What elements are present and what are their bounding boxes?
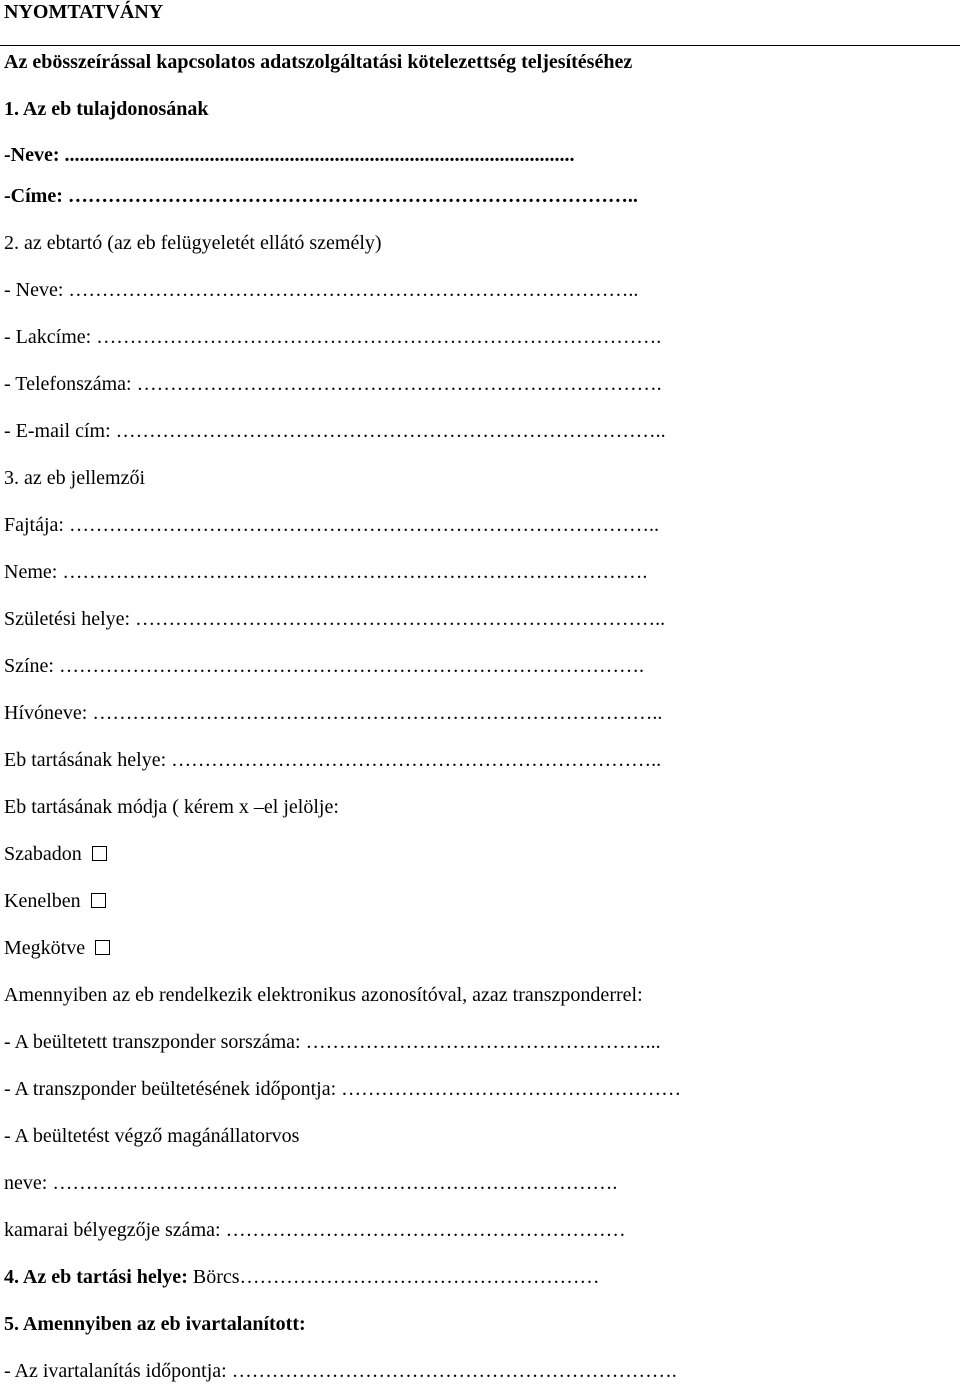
owner-name-label: -Neve: bbox=[4, 144, 60, 166]
option-tied-label: Megkötve bbox=[4, 937, 86, 959]
keeping-mode-label: Eb tartásának módja ( kérem x –el jelölje: bbox=[4, 796, 339, 818]
chip-intro: Amennyiben az eb rendelkezik elektronikus azonosítóval, azaz transzponderrel: bbox=[4, 984, 643, 1006]
section4-field[interactable]: ……………………………………………… bbox=[239, 1266, 600, 1288]
vet-name-label: neve: bbox=[4, 1172, 48, 1194]
breed-field[interactable]: …………………………………………………………………………….. bbox=[68, 514, 659, 536]
birthplace-row bbox=[4, 607, 665, 631]
owner-name-row bbox=[4, 143, 575, 167]
chip-serial-label: - A beültetett transzponder sorszáma: bbox=[4, 1031, 301, 1053]
option-free-checkbox[interactable] bbox=[92, 846, 107, 861]
section4-row bbox=[4, 1265, 600, 1289]
option-free-label: Szabadon bbox=[4, 843, 82, 865]
callname-field[interactable]: ………………………………………………………………………….. bbox=[92, 702, 663, 724]
keeping-place-label: Eb tartásának helye: bbox=[4, 749, 167, 771]
color-field[interactable]: ……………………………………………………………………………. bbox=[59, 655, 644, 677]
neuter-date-row bbox=[4, 1359, 677, 1383]
keeper-name-row bbox=[4, 278, 638, 302]
callname-label: Hívóneve: bbox=[4, 702, 88, 724]
owner-address-row bbox=[4, 184, 638, 208]
section1-heading: 1. Az eb tulajdonosának bbox=[4, 98, 209, 120]
vet-label: - A beültetést végző magánállatorvos bbox=[4, 1125, 300, 1147]
keeper-email-field[interactable]: ……………………………………………………………………….. bbox=[115, 420, 666, 442]
birthplace-label: Születési helye: bbox=[4, 608, 131, 630]
option-kennel-row bbox=[4, 889, 106, 913]
option-free-row bbox=[4, 842, 107, 866]
sex-label: Neme: bbox=[4, 561, 58, 583]
vet-stamp-row bbox=[4, 1218, 626, 1242]
keeper-address-field[interactable]: …………………………………………………………………………. bbox=[96, 326, 662, 348]
vet-stamp-field[interactable]: …………………………………………………… bbox=[225, 1219, 626, 1241]
breed-label: Fajtája: bbox=[4, 514, 64, 536]
chip-serial-row bbox=[4, 1030, 661, 1054]
owner-address-label: -Címe: bbox=[4, 185, 63, 207]
option-tied-checkbox[interactable] bbox=[95, 940, 110, 955]
keeper-address-row bbox=[4, 325, 661, 349]
sex-row bbox=[4, 560, 647, 584]
section4-heading: 4. Az eb tartási helye: bbox=[4, 1266, 188, 1288]
option-kennel-label: Kenelben bbox=[4, 890, 81, 912]
keeper-phone-row bbox=[4, 372, 662, 396]
option-tied-row bbox=[4, 936, 110, 960]
neuter-date-label: - Az ivartalanítás időpontja: bbox=[4, 1360, 227, 1382]
color-row bbox=[4, 654, 644, 678]
keeper-phone-label: - Telefonszáma: bbox=[4, 373, 132, 395]
section4-value: Börcs bbox=[192, 1266, 240, 1288]
owner-address-field[interactable]: ………………………………………………………………………….. bbox=[67, 185, 638, 207]
section2-heading: 2. az ebtartó (az eb felügyeletét ellátó személy) bbox=[4, 232, 382, 254]
keeping-place-row bbox=[4, 748, 661, 772]
page-title: NYOMTATVÁNY bbox=[4, 1, 164, 23]
chip-serial-field[interactable]: ……………………………………………... bbox=[305, 1031, 661, 1053]
keeper-address-label: - Lakcíme: bbox=[4, 326, 92, 348]
chip-date-row bbox=[4, 1077, 681, 1101]
chip-date-field[interactable]: …………………………………………… bbox=[341, 1078, 682, 1100]
keeper-name-field[interactable]: ………………………………………………………………………….. bbox=[68, 279, 639, 301]
section5-heading: 5. Amennyiben az eb ivartalanított: bbox=[4, 1313, 306, 1335]
neuter-date-field[interactable]: …………………………………………………………. bbox=[231, 1360, 677, 1382]
keeping-place-field[interactable]: ……………………………………………………………….. bbox=[171, 749, 662, 771]
vet-name-row bbox=[4, 1171, 617, 1195]
vet-stamp-label: kamarai bélyegzője száma: bbox=[4, 1219, 221, 1241]
vet-name-field[interactable]: …………………………………………………………………………. bbox=[52, 1172, 618, 1194]
birthplace-field[interactable]: …………………………………………………………………….. bbox=[135, 608, 666, 630]
color-label: Színe: bbox=[4, 655, 54, 677]
breed-row bbox=[4, 513, 659, 537]
keeper-email-label: - E-mail cím: bbox=[4, 420, 111, 442]
form-subtitle: Az ebösszeírással kapcsolatos adatszolgáltatási kötelezettség teljesítéséhez bbox=[4, 51, 633, 73]
keeper-email-row bbox=[4, 419, 666, 443]
sex-field[interactable]: ……………………………………………………………………………. bbox=[62, 561, 648, 583]
owner-name-field[interactable]: ...................................................................................................... bbox=[64, 144, 575, 166]
title-divider bbox=[0, 45, 960, 46]
keeper-phone-field[interactable]: ……………………………………………………………………. bbox=[136, 373, 662, 395]
callname-row bbox=[4, 701, 662, 725]
section3-heading: 3. az eb jellemzői bbox=[4, 467, 146, 489]
keeper-name-label: - Neve: bbox=[4, 279, 64, 301]
chip-date-label: - A transzponder beültetésének időpontja: bbox=[4, 1078, 337, 1100]
option-kennel-checkbox[interactable] bbox=[91, 893, 106, 908]
